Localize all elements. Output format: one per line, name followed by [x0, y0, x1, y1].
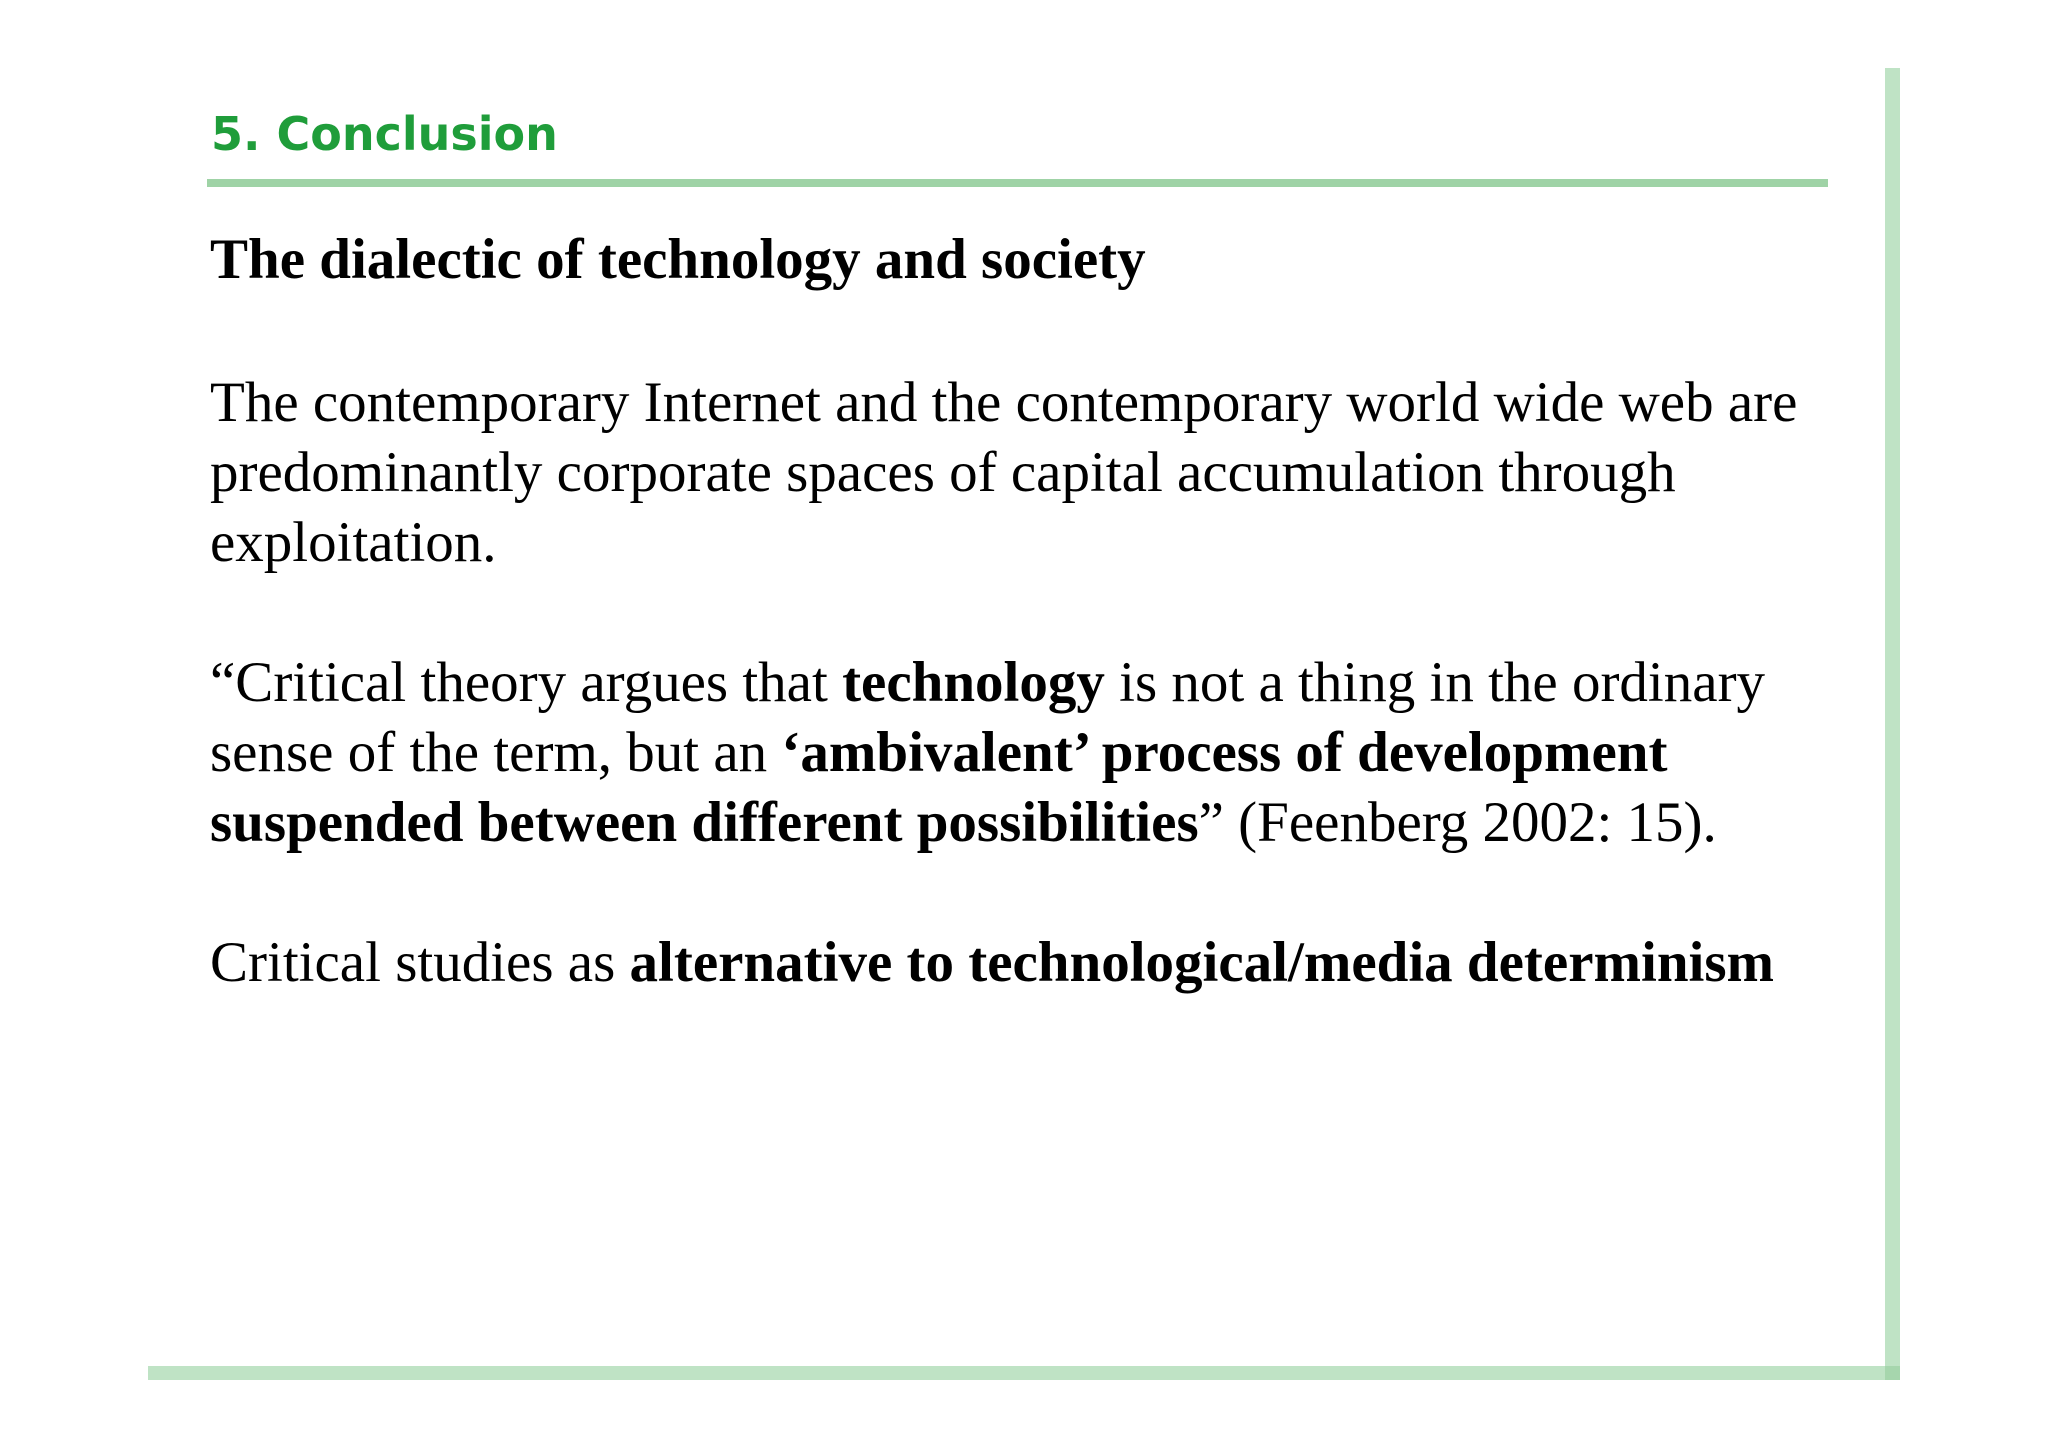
quote-bold-technology: technology	[842, 651, 1105, 714]
bottom-frame-border	[148, 1366, 1900, 1380]
title-underline	[207, 179, 1828, 187]
frame-corner	[1885, 1366, 1900, 1380]
critical-studies-bold: alternative to technological/media determinism	[629, 931, 1775, 994]
section-title: 5. Conclusion	[211, 107, 558, 161]
right-frame-border	[1885, 68, 1900, 1380]
quote-text: is not a thing in the ordinary sense of the term, but an	[210, 651, 1766, 784]
quote-citation: ” (Feenberg 2002: 15).	[1198, 791, 1717, 854]
slide-body	[210, 222, 1850, 1068]
paragraph-internet: The contemporary Internet and the contemporary world wide web are predominantly corporate spaces of capital accumulation through exploitation.	[210, 371, 1798, 574]
quote-text: “Critical theory argues that	[210, 651, 843, 714]
slide-subheading: The dialectic of technology and society	[210, 228, 1146, 291]
paragraph-critical-studies	[210, 928, 1850, 998]
paragraph-feenberg-quote	[210, 648, 1850, 858]
critical-studies-text: Critical studies as	[210, 931, 630, 994]
quote-bold-process: ‘ambivalent’ process of development suspended between different possibilities	[210, 721, 1668, 854]
